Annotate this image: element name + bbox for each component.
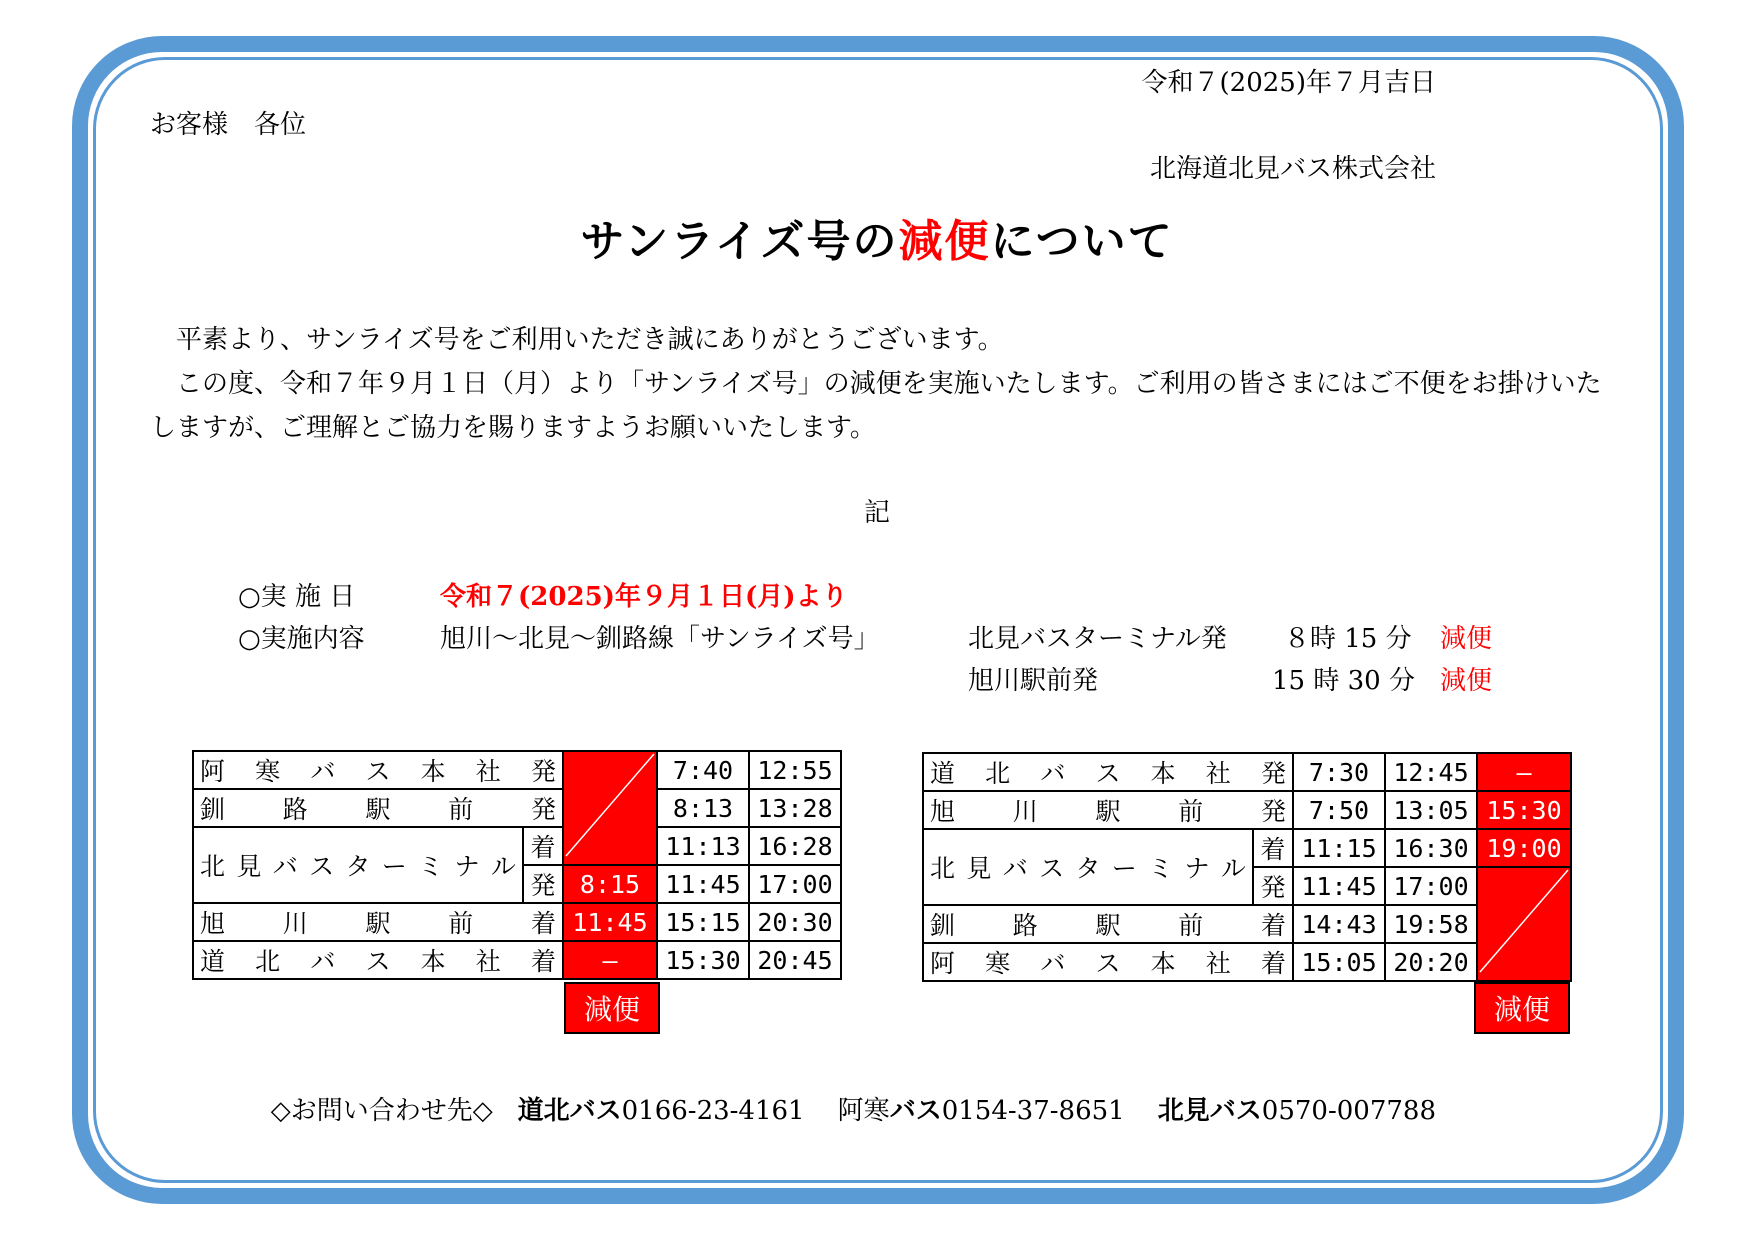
label-char: ス <box>1095 949 1121 978</box>
notice-date: 令和７(2025)年７月吉日 <box>1141 68 1436 98</box>
label-char: 社 <box>475 757 501 786</box>
stop-label-text <box>200 752 556 788</box>
stop-label-text <box>930 849 1246 885</box>
label-char: 阿 <box>200 757 226 786</box>
time-cell: 13:05 <box>1385 791 1477 829</box>
label-char: 駅 <box>365 909 391 938</box>
label-char: 見 <box>236 852 262 881</box>
label-char: 駅 <box>1095 911 1121 940</box>
stop-label-text <box>930 944 1286 980</box>
stop-label <box>923 943 1293 981</box>
label-char: 前 <box>1178 911 1204 940</box>
label-char: 路 <box>282 795 308 824</box>
label-char: 北 <box>985 759 1011 788</box>
label-char: 道 <box>930 759 956 788</box>
contact-2-prefix: 阿寒 <box>837 1096 890 1126</box>
time-cell: 11:13 <box>657 827 749 865</box>
stop-label <box>923 753 1293 791</box>
label-char: タ <box>1075 854 1101 883</box>
time-cell: 13:28 <box>749 789 841 827</box>
stop-label-text <box>930 792 1286 828</box>
reduced-time-cell: — <box>563 941 657 979</box>
time-cell: 20:20 <box>1385 943 1477 981</box>
slash-icon <box>1478 868 1570 974</box>
contact-2-phone: 0154-37-8651 <box>941 1096 1125 1126</box>
stop-label-text <box>930 754 1286 790</box>
stop-label <box>193 789 563 827</box>
item2-time: 15 時 30 分 <box>1272 666 1415 696</box>
label-char: 前 <box>1178 797 1204 826</box>
label-char: バ <box>1040 759 1066 788</box>
stop-label <box>193 827 523 903</box>
label-char: バ <box>272 852 298 881</box>
stop-label <box>193 903 563 941</box>
label-char: 社 <box>1205 759 1231 788</box>
time-cell: 11:15 <box>1293 829 1385 867</box>
table-row <box>193 903 841 941</box>
title-prefix: サンライズ号の <box>580 216 899 267</box>
timetable-right <box>922 752 1572 982</box>
time-cell: 16:30 <box>1385 829 1477 867</box>
table-row <box>193 827 841 865</box>
reduced-badge-right: 減便 <box>1474 982 1570 1034</box>
arrive-marker: 着 <box>1253 829 1293 867</box>
time-cell: 12:45 <box>1385 753 1477 791</box>
label-char: ナ <box>454 852 480 881</box>
time-cell: 15:30 <box>657 941 749 979</box>
stop-label <box>923 829 1253 905</box>
stop-label-text <box>930 906 1286 942</box>
stop-label-text <box>200 942 556 978</box>
label-char: ナ <box>1184 854 1210 883</box>
label-char: ス <box>365 947 391 976</box>
label-char: 社 <box>1205 949 1231 978</box>
notice-title <box>0 205 1754 269</box>
stop-label <box>193 751 563 789</box>
contact-line <box>271 1090 1436 1127</box>
time-cell: 15:15 <box>657 903 749 941</box>
reduced-badge-left: 減便 <box>564 982 660 1034</box>
label-char: 本 <box>1150 949 1176 978</box>
stop-label-text <box>200 790 556 826</box>
label-char: 着 <box>1260 911 1286 940</box>
label-char: 発 <box>1260 759 1286 788</box>
company-name: 北海道北見バス株式会社 <box>1149 154 1436 184</box>
label-char: 駅 <box>1095 797 1121 826</box>
label-char: ミ <box>418 852 444 881</box>
time-cell: 11:45 <box>657 865 749 903</box>
label-char: 路 <box>1012 911 1038 940</box>
label-char: ー <box>1111 854 1137 883</box>
label-char: 本 <box>420 757 446 786</box>
title-suffix: について <box>990 216 1174 267</box>
stop-label <box>193 941 563 979</box>
label-char: 釧 <box>930 911 956 940</box>
contact-1-phone: 0166-23-4161 <box>621 1096 805 1126</box>
time-cell: 17:00 <box>1385 867 1477 905</box>
table-row <box>193 941 841 979</box>
label-char: ス <box>365 757 391 786</box>
label-char: バ <box>310 947 336 976</box>
route-name: 旭川～北見～釧路線「サンライズ号」 <box>440 624 880 654</box>
stop-label-text <box>200 847 516 883</box>
addressee: お客様 各位 <box>150 110 307 140</box>
label-char: ル <box>490 852 516 881</box>
table-row <box>923 943 1571 981</box>
label-char: 着 <box>530 909 556 938</box>
depart-marker: 発 <box>1253 867 1293 905</box>
stop-label-text <box>200 904 556 940</box>
time-cell: 7:50 <box>1293 791 1385 829</box>
item1-place: 北見バスターミナル発 <box>968 624 1227 654</box>
time-cell: 20:45 <box>749 941 841 979</box>
body-paragraph-1: 平素より、サンライズ号をご利用いただき誠にありがとうございます。 <box>150 325 1004 355</box>
label-char: 川 <box>282 909 308 938</box>
label-char: 釧 <box>200 795 226 824</box>
time-cell: 7:40 <box>657 751 749 789</box>
label-char: バ <box>1040 949 1066 978</box>
time-cell: 7:30 <box>1293 753 1385 791</box>
item2-status: 減便 <box>1440 666 1493 696</box>
reduced-time-cell: — <box>1477 753 1571 791</box>
time-cell: 16:28 <box>749 827 841 865</box>
label-char: 本 <box>1150 759 1176 788</box>
date-value: 令和７(2025)年９月１日(月)より <box>440 582 848 612</box>
label-char: ス <box>309 852 335 881</box>
label-char: ス <box>1095 759 1121 788</box>
table-row <box>923 905 1571 943</box>
title-highlight: 減便 <box>898 216 991 267</box>
item1-time: ８時 15 分 <box>1284 624 1412 654</box>
table-row <box>923 791 1571 829</box>
contact-label: ◇お問い合わせ先◇ <box>270 1096 493 1126</box>
time-cell: 12:55 <box>749 751 841 789</box>
label-char: 本 <box>420 947 446 976</box>
label-char: 北 <box>255 947 281 976</box>
label-char: ル <box>1220 854 1246 883</box>
label-char: 発 <box>1260 797 1286 826</box>
label-char: 発 <box>530 757 556 786</box>
item2-place: 旭川駅前発 <box>968 666 1099 696</box>
label-char: 前 <box>448 795 474 824</box>
table-row <box>923 829 1571 867</box>
table-row <box>193 789 841 827</box>
time-cell: 8:13 <box>657 789 749 827</box>
body-paragraph-2: この度、令和７年９月１日（月）より「サンライズ号」の減便を実施いたします。ご利用の皆さまにはご不便をお掛けいたしますが、ご理解とご協力を賜りますようお願いいたします。 <box>150 369 1602 443</box>
label-char: 発 <box>530 795 556 824</box>
label-char: 見 <box>966 854 992 883</box>
contact-3-phone: 0570-007788 <box>1261 1096 1436 1126</box>
label-char: 旭 <box>930 797 956 826</box>
table-row <box>923 753 1571 791</box>
date-label: ○実 施 日 <box>238 582 356 612</box>
content-label: ○実施内容 <box>238 624 365 654</box>
label-char: ミ <box>1148 854 1174 883</box>
label-char: 着 <box>1260 949 1286 978</box>
reduced-time-cell: 8:15 <box>563 865 657 903</box>
depart-marker: 発 <box>523 865 563 903</box>
label-char: バ <box>1002 854 1028 883</box>
label-char: 寒 <box>255 757 281 786</box>
ki-heading: 記 <box>863 498 890 528</box>
contact-2-name: バス <box>889 1096 942 1126</box>
label-char: バ <box>310 757 336 786</box>
reduced-time-cell: 11:45 <box>563 903 657 941</box>
label-char: 社 <box>475 947 501 976</box>
label-char: 旭 <box>200 909 226 938</box>
label-char: ー <box>381 852 407 881</box>
stop-label <box>923 791 1293 829</box>
table-row <box>193 751 841 789</box>
label-char: 前 <box>448 909 474 938</box>
label-char: 川 <box>1012 797 1038 826</box>
reduced-cell-empty <box>1477 867 1571 981</box>
time-cell: 15:05 <box>1293 943 1385 981</box>
reduced-time-cell: 15:30 <box>1477 791 1571 829</box>
item1-status: 減便 <box>1440 624 1493 654</box>
label-char: 北 <box>200 852 226 881</box>
label-char: ス <box>1039 854 1065 883</box>
arrive-marker: 着 <box>523 827 563 865</box>
time-cell: 11:45 <box>1293 867 1385 905</box>
label-char: 寒 <box>985 949 1011 978</box>
notice-body <box>150 318 1615 450</box>
time-cell: 20:30 <box>749 903 841 941</box>
reduced-time-cell: 19:00 <box>1477 829 1571 867</box>
stop-label <box>923 905 1293 943</box>
label-char: 北 <box>930 854 956 883</box>
label-char: 阿 <box>930 949 956 978</box>
label-char: 駅 <box>365 795 391 824</box>
time-cell: 14:43 <box>1293 905 1385 943</box>
contact-3-name: 北見バス <box>1157 1096 1262 1126</box>
slash-icon <box>564 752 656 858</box>
label-char: 道 <box>200 947 226 976</box>
reduced-cell-empty <box>563 751 657 865</box>
contact-1-name: 道北バス <box>517 1096 622 1126</box>
label-char: タ <box>345 852 371 881</box>
time-cell: 17:00 <box>749 865 841 903</box>
label-char: 着 <box>530 947 556 976</box>
time-cell: 19:58 <box>1385 905 1477 943</box>
timetable-left <box>192 750 842 980</box>
